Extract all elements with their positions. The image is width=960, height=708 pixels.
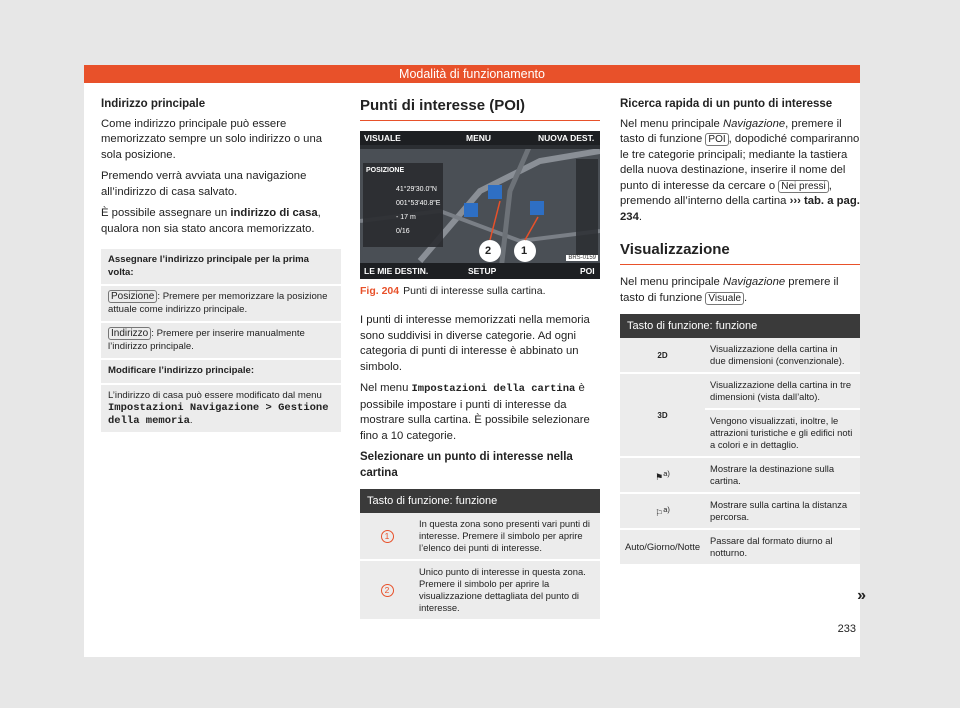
callout-2: 2 [485, 245, 492, 257]
text: , dopodiché compariranno le tre categorie principali; mediante la tastiera della nuova destinazione, inserire il nome del punto di interesse da cercare o [620, 133, 860, 192]
map-2d-icon: 2D [657, 350, 668, 360]
map-3d-icon: 3D [657, 410, 668, 420]
distance-icon: ⚐$^{a)}$ [655, 504, 670, 518]
auto-day-night-key: Auto/Giorno/Notte [620, 529, 705, 565]
callout-number: 2 [381, 584, 394, 597]
panel-row: 0/16 [396, 228, 410, 235]
heading-visualizzazione: Visualizzazione [620, 241, 860, 265]
info-box [101, 249, 341, 434]
text: è possibile impostare i punti di interesse da mostrare sulla cartina. È possibile selezionare fino a 10 categorie. [360, 382, 590, 442]
column-right [620, 97, 866, 604]
column-middle [360, 97, 600, 621]
menu-path: Impostazioni Navigazione > Gestione della memoria [108, 402, 329, 427]
italic-text: Navigazione [722, 117, 786, 130]
poi-label: POI [580, 266, 595, 276]
heading-poi: Punti di interesse (POI) [360, 97, 600, 121]
table-row [620, 493, 860, 529]
destination-icon: ⚑$^{a)}$ [655, 468, 670, 482]
table-row [360, 560, 600, 620]
cross-reference: ››› tab. a pag. 234 [620, 195, 860, 223]
table-row [620, 373, 860, 409]
text: . [744, 291, 748, 304]
table-cell: Passare dal formato diurno al notturno. [705, 529, 860, 565]
text: È possibile assegnare un [101, 207, 231, 219]
table-cell: In questa zona sono presenti vari punti di interesse. Premere il simbolo per aprire l’elenco dei punti di interesse. [414, 513, 600, 560]
table-header: Tasto di funzione: funzione [620, 314, 860, 338]
box-row [101, 286, 341, 323]
text: , premere il tasto di funzione [620, 117, 842, 145]
heading-ricerca: Ricerca rapida di un punto di interesse [620, 98, 833, 110]
menu-label: MENU [466, 133, 492, 143]
poi-function-table [360, 489, 600, 621]
paragraph: I punti di interesse memorizzati nella memoria sono suddivisi in diverse categorie. Ad ogni categoria di punti di interesse è abbinato un simbolo. [360, 314, 590, 373]
box-title: Assegnare l’indirizzo principale per la prima volta: [101, 249, 341, 286]
table-header: Tasto di funzione: funzione [360, 489, 600, 513]
callout-number: 1 [381, 530, 394, 543]
visuale-label: VISUALE [364, 133, 401, 143]
text: premere il tasto di funzione [620, 276, 839, 304]
box-row [101, 323, 341, 360]
subheading: Selezionare un punto di interesse nella cartina [360, 451, 573, 479]
table-row [360, 513, 600, 560]
paragraph: Premendo verrà avviata una navigazione all’indirizzo di casa salvato. [101, 170, 307, 198]
table-cell: Visualizzazione della cartina in due dimensioni (convenzionale). [705, 338, 860, 373]
column-left [101, 97, 341, 434]
panel-row: 001°53'40.8"E [396, 200, 441, 207]
table-cell: Mostrare la destinazione sulla cartina. [705, 457, 860, 493]
text: , premendo all’interno della cartina [620, 179, 832, 207]
text: Nel menu principale [620, 117, 723, 130]
indirizzo-key: Indirizzo [108, 327, 151, 340]
table-cell: Mostrare sulla cartina la distanza percorsa. [705, 493, 860, 529]
table-cell: Visualizzazione della cartina in tre dimensioni (vista dall’alto). [705, 373, 860, 409]
text: . [189, 414, 193, 426]
caption-text: Punti di interesse sulla cartina. [403, 285, 546, 297]
view-function-table [620, 314, 860, 566]
manual-page [84, 65, 866, 657]
table-cell: Vengono visualizzati, inoltre, le attrazioni turistiche e gli edifici noti a colori e in dettaglio. [705, 409, 860, 457]
paragraph [620, 275, 860, 306]
posizione-key: Posizione [108, 290, 157, 303]
menu-path: Impostazioni della cartina [411, 383, 576, 395]
text: . [638, 210, 642, 223]
nei-pressi-key: Nei pressi [778, 180, 828, 193]
text: , qualora non sia stato ancora memorizzato. [101, 207, 321, 235]
heading-indirizzo: Indirizzo principale [101, 98, 206, 110]
figure-caption [360, 285, 600, 297]
table-row [620, 338, 860, 373]
text: L’indirizzo di casa può essere modificato dal menu [108, 389, 322, 401]
nuova-dest-label: NUOVA DEST. [538, 133, 595, 143]
mie-destin-label: LE MIE DESTIN. [364, 266, 429, 276]
box-row [101, 385, 341, 435]
text: Nel menu [360, 382, 412, 394]
footnote-mark: a) [663, 504, 670, 514]
box-title: Modificare l’indirizzo principale: [101, 360, 341, 385]
bottom-bar [360, 263, 600, 279]
paragraph [101, 206, 341, 237]
figure-number: Fig. 204 [360, 285, 400, 297]
panel-rows [396, 183, 440, 239]
text: Nel menu principale [620, 276, 723, 288]
italic-text: Navigazione [722, 276, 786, 288]
visuale-key: Visuale [705, 292, 744, 305]
bold-text: indirizzo di casa [230, 207, 318, 219]
page-number: 233 [837, 623, 856, 635]
figure-code: BRS-0159 [568, 255, 596, 261]
callout-1: 1 [521, 245, 528, 257]
panel-row: 41°29'30.0"N [396, 186, 437, 193]
poi-key: POI [705, 133, 728, 146]
section-header: Modalità di funzionamento [84, 65, 860, 83]
continue-arrow: » [857, 587, 866, 604]
footnote-mark: a) [663, 468, 670, 478]
nav-screen-figure [360, 131, 600, 279]
paragraph [360, 381, 600, 444]
panel-row: - 17 m [396, 214, 416, 221]
paragraph [620, 117, 860, 226]
paragraph: Come indirizzo principale può essere memorizzato sempre un solo indirizzo o una sola posizione. [101, 117, 323, 161]
table-row [620, 457, 860, 493]
table-cell: Unico punto di interesse in questa zona. Premere il simbolo per aprire la visualizzazione dettagliata del punto di interesse. [414, 560, 600, 620]
panel-title: POSIZIONE [366, 167, 405, 174]
top-bar [360, 131, 600, 145]
table-row [620, 529, 860, 565]
text: : Premere per memorizzare la posizione attuale come indirizzo principale. [108, 291, 328, 315]
setup-label: SETUP [468, 266, 497, 276]
text: : Premere per inserire manualmente l’indirizzo principale. [108, 328, 305, 352]
